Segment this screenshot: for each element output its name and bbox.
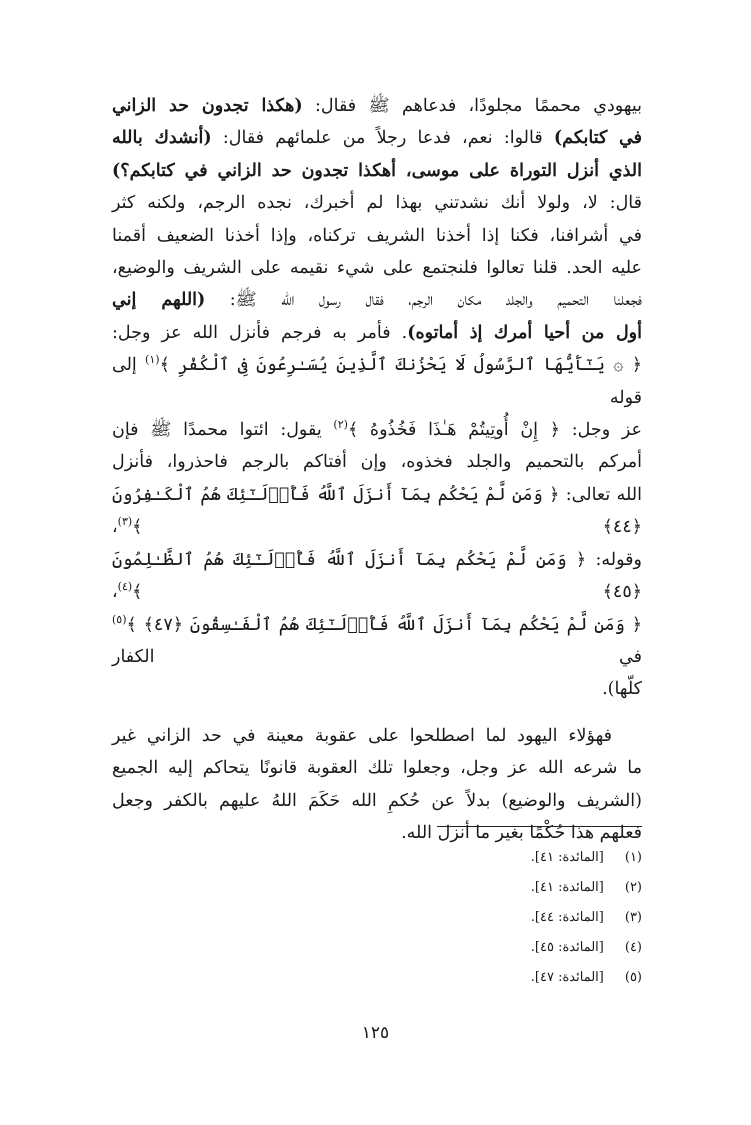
text-line bbox=[112, 187, 642, 219]
text-line bbox=[112, 544, 642, 609]
footnotes bbox=[400, 843, 642, 993]
quran-verse: ﴿ ۞ يَـٰٓأَيُّهَا ٱلرَّسُولُ لَا يَحْزُنكَ ٱلَّذِينَ يُسَـٰرِعُونَ فِى ٱلْكُفْرِ ﴾ bbox=[159, 355, 643, 376]
paragraph-hadith bbox=[112, 90, 642, 706]
footnote-item bbox=[400, 963, 642, 993]
text-line bbox=[112, 349, 642, 414]
text-line: فهؤلاء اليهود لما اصطلحوا على عقوبة معينة في حد الزاني غير bbox=[112, 725, 612, 746]
text-segment: الله تعالى: bbox=[559, 484, 642, 505]
text-line bbox=[112, 479, 642, 544]
text-segment: ، bbox=[112, 517, 118, 538]
text-segment: في الكفار bbox=[112, 646, 642, 667]
footnote-separator bbox=[437, 826, 642, 827]
footnote-number: (٥) bbox=[624, 970, 642, 985]
text-segment: في أشرافنا، فكنا إذا أخذنا الشريف تركناه، وإذا أخذنا الضعيف أقمنا bbox=[112, 225, 642, 246]
text-segment: قالوا: نعم، فدعا رجلاً من علمائهم فقال: bbox=[211, 128, 554, 149]
footnote-item bbox=[400, 843, 642, 873]
paragraph-commentary bbox=[112, 720, 642, 850]
footnote-text: [المائدة: ٤١]. bbox=[530, 880, 604, 895]
text-line bbox=[112, 220, 642, 252]
text-line: فعلهم هذا حُكْمًا بغير ما أنزل الله. bbox=[401, 822, 642, 843]
page-number: ١٢٥ bbox=[361, 1023, 390, 1043]
text-line bbox=[112, 609, 642, 674]
text-line: (الشريف والوضيع) بدلاً عن حُكمِ الله حَكَمَ اللهُ عليهم بالكفر وجعل bbox=[112, 790, 642, 811]
quran-verse: ﴿ وَمَن لَّمْ يَحْكُم بِمَآ أَنزَلَ ٱللَّهُ فَأُو۟لَـٰٓئِكَ هُمُ ٱلْكَـٰفِرُونَ ﴿٤٤﴾ ﴾ bbox=[112, 484, 642, 538]
bold-quote: أول من أحيا أمرك إذ أماتوه) bbox=[407, 322, 642, 343]
text-line bbox=[112, 122, 642, 154]
bold-quote: (اللهم إني bbox=[112, 290, 206, 311]
text-line bbox=[112, 90, 642, 122]
footnote-text: [المائدة: ٤٥]. bbox=[530, 940, 604, 955]
footnote-reference: (٣) bbox=[117, 515, 133, 529]
footnote-text: [المائدة: ٤٤]. bbox=[530, 910, 604, 925]
footnote-text: [المائدة: ٤٧]. bbox=[530, 970, 604, 985]
footnote-reference: (٢) bbox=[333, 418, 348, 432]
quran-verse: ﴿ وَمَن لَّمْ يَحْكُم بِمَآ أَنزَلَ ٱللَّهُ فَأُو۟لَـٰٓئِكَ هُمُ ٱلْفَـٰسِقُونَ ﴿٤٧﴾ ﴾ bbox=[126, 614, 642, 635]
text-segment: عليه الحد. قلنا تعالوا فلنجتمع على شيء نقيمه على الشريف والوضيع، bbox=[112, 258, 642, 279]
text-line bbox=[112, 155, 642, 187]
text-segment: وقوله: bbox=[586, 549, 642, 570]
text-line: ما شرعه الله عز وجل، وجعلوا تلك العقوبة قانونًا يتحاكم إليه الجميع bbox=[112, 758, 642, 779]
text-line bbox=[112, 673, 642, 705]
text-segment: ، bbox=[112, 582, 118, 603]
text-line bbox=[112, 414, 642, 446]
text-line bbox=[112, 446, 642, 478]
footnote-item bbox=[400, 873, 642, 903]
text-segment: إلى قوله bbox=[112, 355, 642, 408]
footnote-reference: (٥) bbox=[112, 612, 127, 626]
footnote-item bbox=[400, 933, 642, 963]
footnote-item bbox=[400, 903, 642, 933]
footnote-number: (٣) bbox=[624, 910, 642, 925]
footnote-reference: (٤) bbox=[117, 580, 133, 594]
footnote-number: (١) bbox=[624, 850, 642, 865]
bold-quote: (أنشدك بالله bbox=[112, 128, 212, 149]
quran-verse: ﴿ وَمَن لَّمْ يَحْكُم بِمَآ أَنزَلَ ٱللَّهُ فَأُو۟لَـٰٓئِكَ هُمُ ٱلظَّـٰلِمُونَ ﴿٤٥﴾ ﴾ bbox=[112, 549, 642, 603]
footnote-reference: (١) bbox=[145, 353, 160, 367]
text-line bbox=[112, 284, 642, 316]
text-segment: أمركم بالتحميم والجلد فخذوه، وإن أفتاكم بالرجم فاحذروا، فأنزل bbox=[112, 452, 642, 473]
footnote-text: [المائدة: ٤١]. bbox=[530, 850, 604, 865]
footnote-number: (٤) bbox=[624, 940, 642, 955]
text-segment: بيهودي محممًا مجلودًا، فدعاهم ﷺ فقال: bbox=[302, 96, 643, 116]
page-body bbox=[112, 90, 642, 849]
quran-verse: ﴿ إِنْ أُوتِيتُمْ هَـٰذَا فَخُذُوهُ ﴾ bbox=[347, 420, 561, 441]
bold-quote: (هكذا تجدون حد الزاني bbox=[112, 96, 303, 116]
text-segment: قال: لا، ولولا أنك نشدتني بهذا لم أخبرك، نجده الرجم، ولكنه كثر bbox=[112, 193, 642, 214]
text-segment: عز وجل: bbox=[560, 420, 642, 441]
text-segment: . فأمر به فرجم فأنزل الله عز وجل: bbox=[112, 322, 408, 343]
text-line bbox=[112, 317, 642, 349]
footnote-number: (٢) bbox=[624, 880, 642, 895]
text-segment: كلّها). bbox=[602, 679, 642, 700]
bold-quote: في كتابكم) bbox=[553, 128, 642, 149]
bold-quote: الذي أنزل التوراة على موسى، أهكذا تجدون حد الزاني في كتابكم؟) bbox=[112, 160, 642, 181]
text-line bbox=[112, 252, 642, 284]
text-segment: يقول: ائتوا محمدًا ﷺ فإن bbox=[112, 420, 334, 441]
text-segment: فجعلنا التحميم والجلد مكان الرجم، فقال رسول الله ﷺ: bbox=[205, 290, 642, 311]
